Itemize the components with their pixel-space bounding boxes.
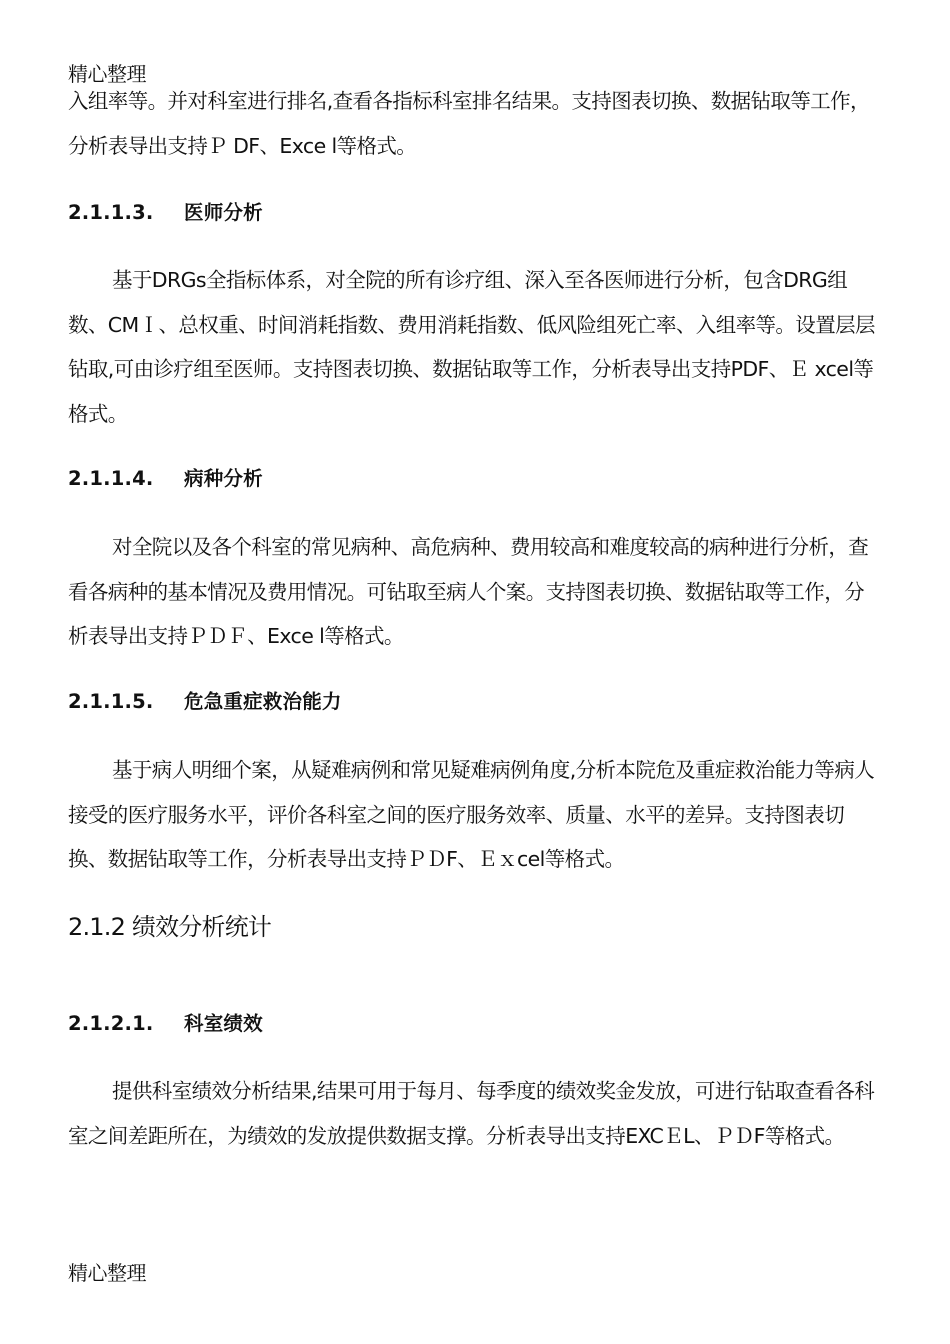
heading-number: 2.1.1.4.: [68, 467, 154, 490]
heading-number: 2.1.1.5.: [68, 690, 154, 713]
intro-paragraph: 入组率等。并对科室进行排名,查看各指标科室排名结果。支持图表切换、数据钻取等工作，分析表导出支持Ｐ DF、Exce l等格式。: [68, 89, 870, 158]
paragraph-2-1-2-1: 提供科室绩效分析结果,结果可用于每月、每季度的绩效奖金发放，可进行钻取查看各科室之间差距所在，为绩效的发放提供数据支撑。分析表导出支持EXCＥL、ＰＤF等格式。: [68, 1079, 875, 1148]
heading-2-1-1-3: [68, 199, 263, 227]
heading-2-1-2-1: [68, 1010, 263, 1038]
heading-number: 2.1.1.3.: [68, 201, 154, 224]
paragraph-2-1-1-5: 基于病人明细个案，从疑难病例和常见疑难病例角度,分析本院危及重症救治能力等病人接受的医疗服务水平，评价各科室之间的医疗服务效率、质量、水平的差异。支持图表切换、数据钻取等工作，分析表导出支持ＰＤF、Ｅｘcel等格式。: [68, 758, 875, 871]
heading-title: 医师分析: [184, 201, 263, 224]
paragraph-2-1-1-3: 基于DRGs全指标体系，对全院的所有诊疗组、深入至各医师进行分析，包含DRG组数、CMＩ、总权重、时间消耗指数、费用消耗指数、低风险组死亡率、入组率等。设置层层钻取,可由诊疗组至医师。支持图表切换、数据钻取等工作，分析表导出支持PDF、Ｅ xcel等格式。: [68, 268, 875, 426]
paragraph-2-1-1-4: 对全院以及各个科室的常见病种、高危病种、费用较高和难度较高的病种进行分析，查看各病种的基本情况及费用情况。可钻取至病人个案。支持图表切换、数据钻取等工作，分析表导出支持ＰＤＦ、Exce l等格式。: [68, 535, 869, 648]
heading-title: 危急重症救治能力: [184, 690, 342, 713]
heading-2-1-1-4: [68, 465, 263, 493]
heading-2-1-1-5: [68, 688, 342, 716]
heading-title: 病种分析: [184, 467, 263, 490]
header-note: 精心整理: [68, 62, 146, 86]
heading-2-1-2: 2.1.2 绩效分析统计: [68, 913, 272, 941]
heading-title: 科室绩效: [184, 1012, 263, 1035]
heading-number: 2.1.2.1.: [68, 1012, 154, 1035]
footer-note: 精心整理: [68, 1261, 146, 1285]
